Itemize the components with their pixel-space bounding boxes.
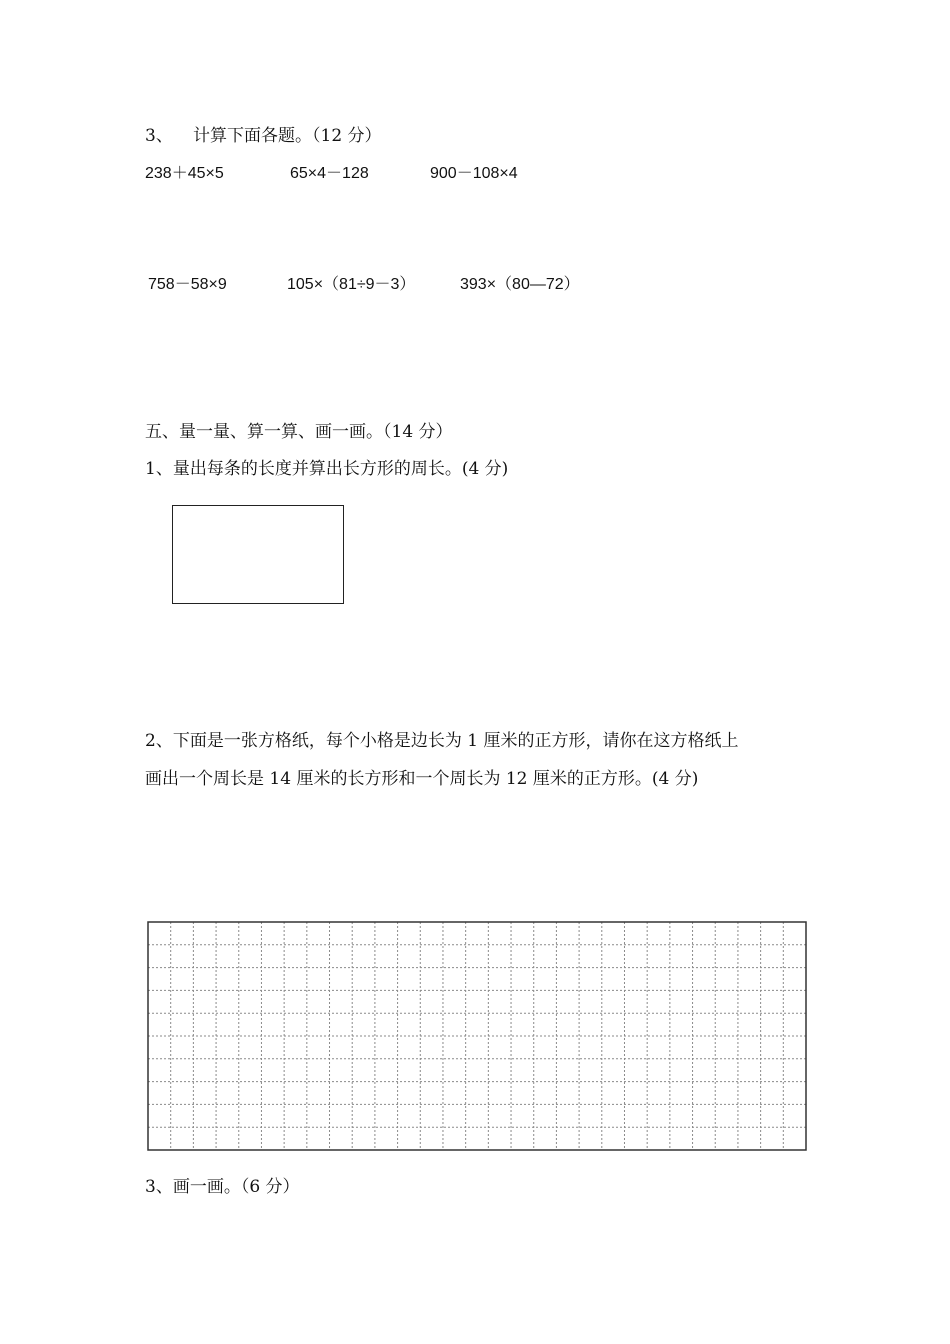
calc-heading: 计算下面各题。（12 分） [193, 126, 382, 146]
calc-expr-6: 393×（80—72） [460, 276, 580, 293]
question-2-line-2: 画出一个周长是 14 厘米的长方形和一个周长为 12 厘米的正方形。(4 分) [145, 769, 699, 789]
question-3: 3、画一画。（6 分） [145, 1177, 300, 1197]
question-1: 1、量出每条的长度并算出长方形的周长。(4 分) [145, 459, 509, 479]
square-grid-paper[interactable] [147, 921, 807, 1151]
calc-expr-3: 900－108×4 [430, 165, 518, 182]
question-2-line-1: 2、下面是一张方格纸，每个小格是边长为 1 厘米的正方形，请你在这方格纸上 [145, 731, 739, 751]
calc-expr-1: 238＋45×5 [145, 165, 224, 182]
calc-expr-5: 105×（81÷9－3） [287, 276, 416, 293]
section-five-heading: 五、量一量、算一算、画一画。（14 分） [145, 422, 453, 442]
calc-expr-4: 758－58×9 [148, 276, 227, 293]
calc-expr-2: 65×4－128 [290, 165, 369, 182]
rectangle-figure [172, 505, 344, 604]
calc-heading-number: 3、 [145, 126, 173, 146]
